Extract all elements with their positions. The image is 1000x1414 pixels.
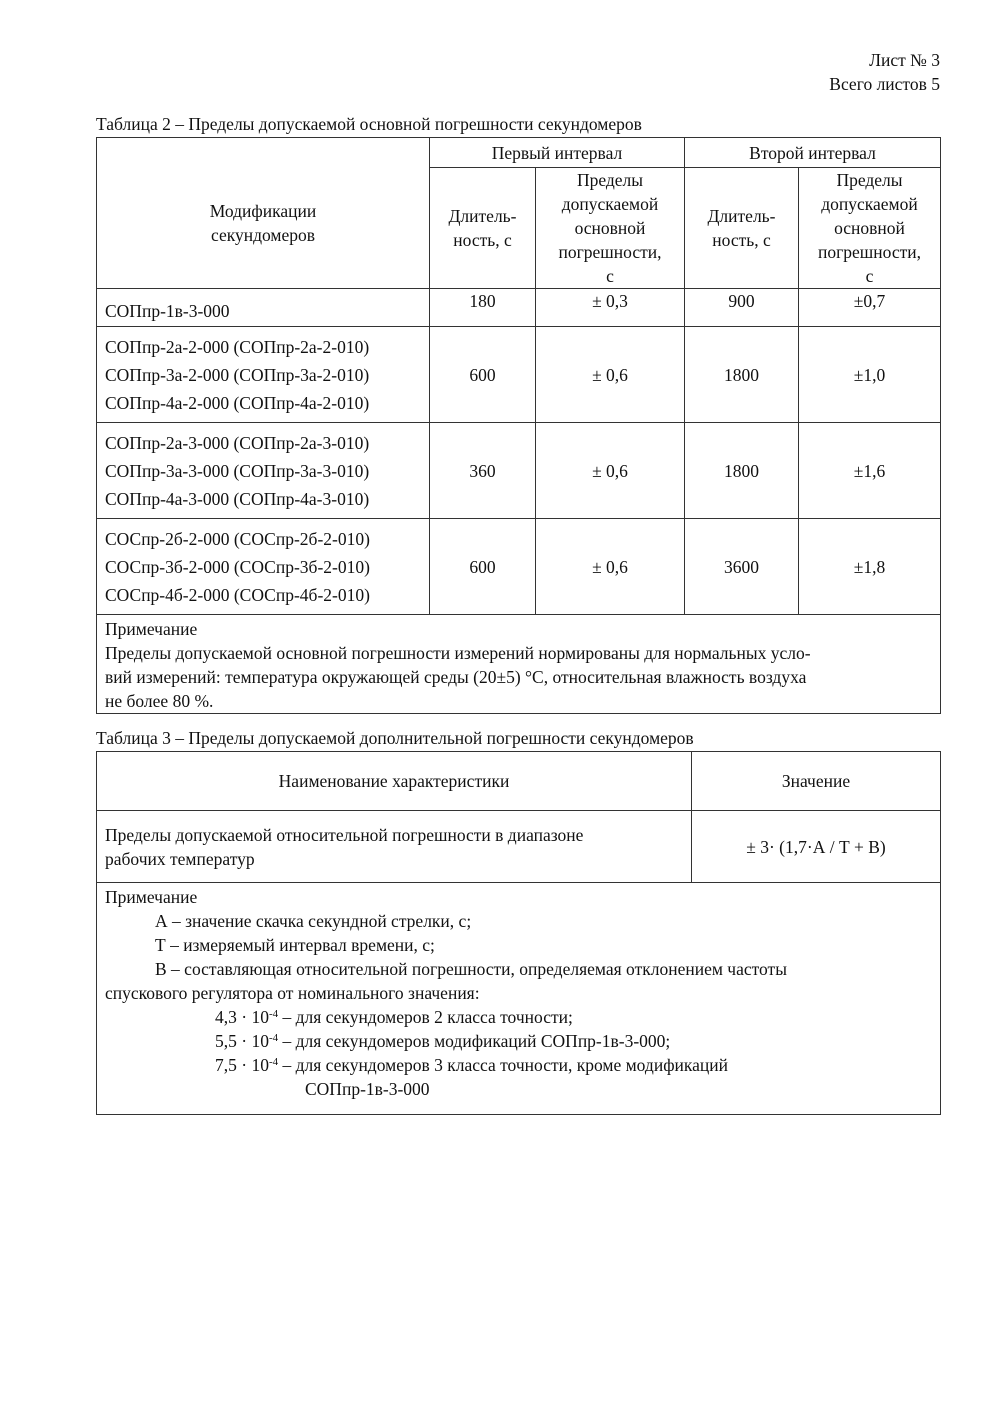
table3-caption: Таблица 3 – Пределы допускаемой дополнительной погрешности секундомеров	[96, 728, 694, 748]
table2-duration-2: 1800	[685, 423, 799, 519]
table2-note: Примечание Пределы допускаемой основной погрешности измерений нормированы для нормальных усло- вий измерений: температура окружающей среды (20±5) °С, относительная влажность воздуха не более 80 %.	[97, 615, 941, 714]
table2-models: СОПпр-2а-3-000 (СОПпр-2а-3-010) СОПпр-3а-3-000 (СОПпр-3а-3-010) СОПпр-4а-3-000 (СОПпр-4а-3-010)	[97, 423, 430, 519]
table2-duration-1: 600	[430, 519, 536, 615]
table2-models: СОПпр-2а-2-000 (СОПпр-2а-2-010) СОПпр-3а-2-000 (СОПпр-3а-2-010) СОПпр-4а-2-000 (СОПпр-4а-2-010)	[97, 327, 430, 423]
table2-header-duration-2: Длитель- ность, с	[685, 168, 799, 289]
table2-duration-1: 180	[430, 289, 536, 327]
table2-models: СОСпр-2б-2-000 (СОСпр-2б-2-010) СОСпр-3б-2-000 (СОСпр-3б-2-010) СОСпр-4б-2-000 (СОСпр-4б-2-010)	[97, 519, 430, 615]
note-title: Примечание	[105, 887, 198, 907]
note-title: Примечание	[105, 619, 198, 639]
sheet-total: Всего листов 5	[829, 74, 940, 94]
table2-duration-2: 3600	[685, 519, 799, 615]
table-row	[97, 811, 941, 883]
sheet-number: Лист № 3	[869, 50, 940, 70]
table2-header-limit-1: Пределы допускаемой основной погрешности, с	[536, 168, 685, 289]
table2-header-limit-2: Пределы допускаемой основной погрешности, с	[799, 168, 941, 289]
table2	[96, 137, 941, 714]
table2-error-1: ± 0,6	[536, 423, 685, 519]
table2-duration-1: 360	[430, 423, 536, 519]
table3-value: ± 3· (1,7·А / Т + В)	[692, 811, 941, 883]
table2-error-1: ± 0,3	[536, 289, 685, 327]
table2-header-second-interval: Второй интервал	[685, 138, 941, 168]
table-row	[97, 289, 941, 327]
table2-header-duration-1: Длитель- ность, с	[430, 168, 536, 289]
table3-header-value: Значение	[692, 752, 941, 811]
table2-error-2: ±1,0	[799, 327, 941, 423]
table2-error-1: ± 0,6	[536, 519, 685, 615]
table-row	[97, 327, 941, 423]
table3	[96, 751, 941, 1115]
table3-characteristic: Пределы допускаемой относительной погрешности в диапазоне рабочих температур	[97, 811, 692, 883]
table2-header-first-interval: Первый интервал	[430, 138, 685, 168]
table2-error-2: ±1,6	[799, 423, 941, 519]
table2-duration-1: 600	[430, 327, 536, 423]
table2-error-2: ±1,8	[799, 519, 941, 615]
table-row	[97, 519, 941, 615]
sheet-info	[829, 48, 940, 96]
table2-error-2: ±0,7	[799, 289, 941, 327]
table2-duration-2: 1800	[685, 327, 799, 423]
table-row	[97, 423, 941, 519]
table3-header-name: Наименование характеристики	[97, 752, 692, 811]
table2-models: СОПпр-1в-3-000	[97, 289, 430, 327]
table2-header-modifications: Модификации секундомеров	[97, 138, 430, 289]
table2-error-1: ± 0,6	[536, 327, 685, 423]
table2-duration-2: 900	[685, 289, 799, 327]
table2-caption: Таблица 2 – Пределы допускаемой основной погрешности секундомеров	[96, 114, 642, 134]
table3-note: Примечание А – значение скачка секундной стрелки, с; Т – измеряемый интервал времени, с; В – составляющая относительной погрешности, определяемая отклонением частоты спускового регулятора от номинального значения: $4,3 \cdot 10^{-4}$ – для секундомеров 2 класса точности; $5,5 \cdot 10^{-4}$ – для секундомеров модификаций СОПпр-1в-3-000; $7,5 \cdot 10^{-4}$ – для секундомеров 3 класса точности, кроме модификаций СОПпр-1в-3-000	[97, 883, 941, 1115]
